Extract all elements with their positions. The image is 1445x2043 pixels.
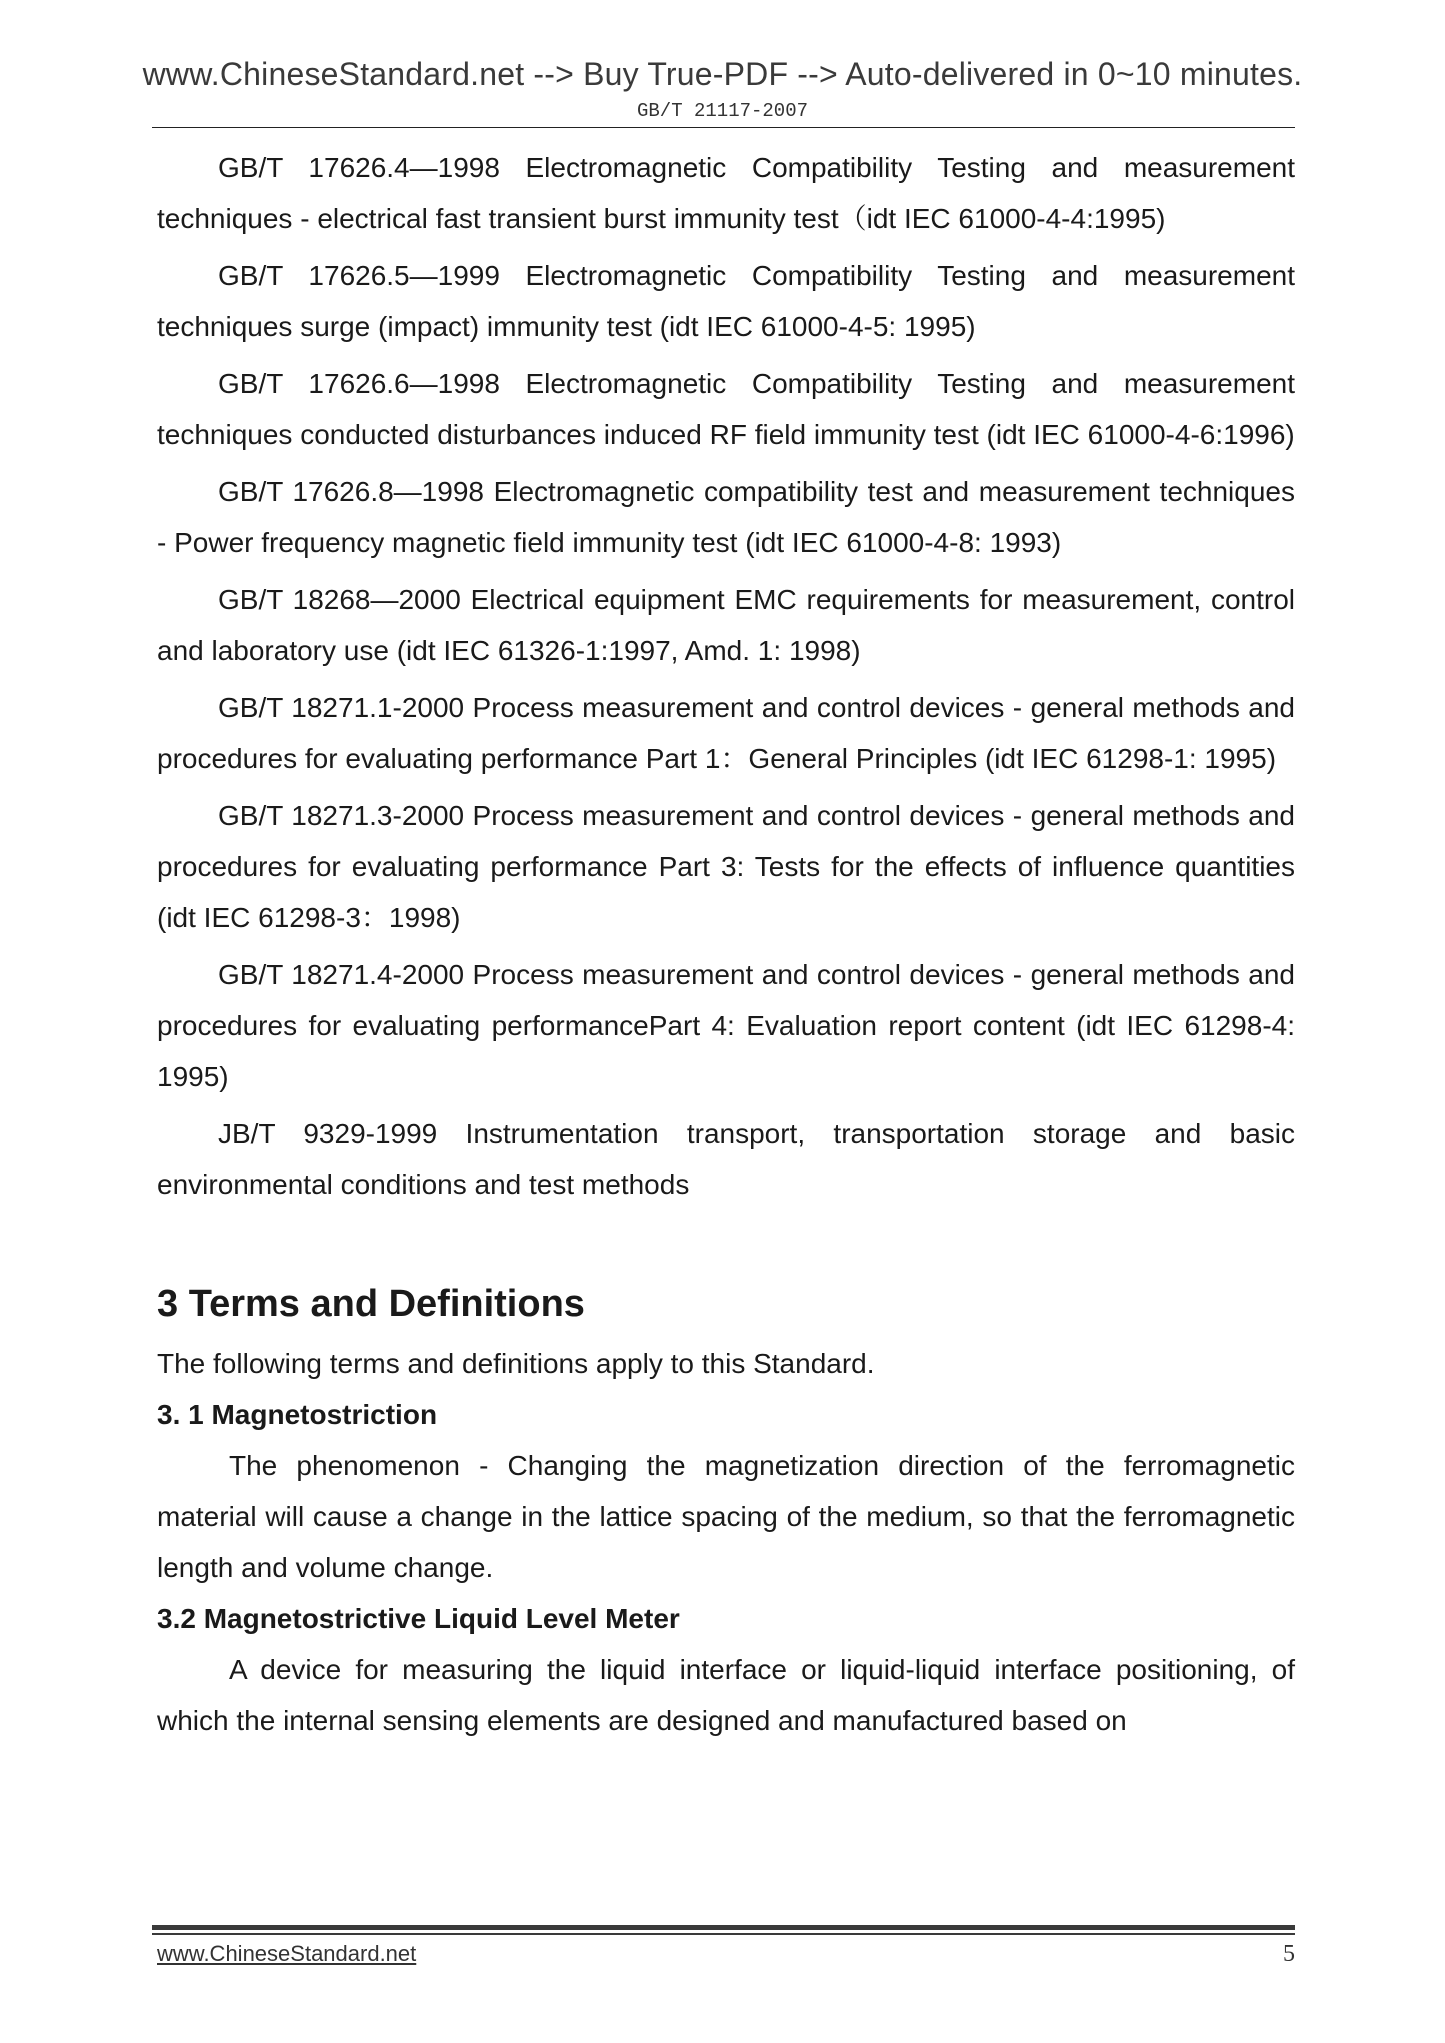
header-banner: www.ChineseStandard.net --> Buy True-PDF --> Auto-delivered in 0~10 minutes. <box>142 56 1303 92</box>
footer-divider-thin <box>152 1933 1295 1935</box>
standard-code: GB/T 21117-2007 <box>636 100 809 122</box>
term-definition-level-meter: A device for measuring the liquid interface or liquid-liquid interface positioning, of which the internal sensing elements are designed and manufactured based on <box>157 1654 1295 1736</box>
reference-entry: GB/T 17626.5—1999 Electromagnetic Compatibility Testing and measurement techniques surge (impact) immunity test (idt IEC 61000-4-5: 1995) <box>157 260 1295 342</box>
term-definition-magnetostriction: The phenomenon - Changing the magnetization direction of the ferromagnetic material will cause a change in the lattice spacing of the medium, so that the ferromagnetic length and volume change. <box>157 1450 1295 1583</box>
footer-website-link[interactable]: www.ChineseStandard.net <box>157 1941 417 1966</box>
term-heading-level-meter: 3.2 Magnetostrictive Liquid Level Meter <box>157 1603 680 1634</box>
reference-entry: JB/T 9329-1999 Instrumentation transport, transportation storage and basic environmental conditions and test methods <box>157 1118 1295 1200</box>
term-heading-magnetostriction: 3. 1 Magnetostriction <box>157 1399 438 1430</box>
reference-entry: GB/T 18268—2000 Electrical equipment EMC requirements for measurement, control and laboratory use (idt IEC 61326-1:1997, Amd. 1: 1998) <box>157 584 1295 666</box>
section-intro: The following terms and definitions apply to this Standard. <box>157 1348 875 1379</box>
reference-entry: GB/T 18271.4-2000 Process measurement and control devices - general methods and procedures for evaluating performancePart 4: Evaluation report content (idt IEC 61298-4: 1995) <box>157 959 1295 1092</box>
section-heading: 3 Terms and Definitions <box>157 1283 585 1325</box>
page-content <box>157 142 1295 1746</box>
reference-entry: GB/T 18271.3-2000 Process measurement and control devices - general methods and procedures for evaluating performance Part 3: Tests for the effects of influence quantities (idt IEC 61298-3：1998) <box>157 800 1295 933</box>
reference-entry: GB/T 18271.1-2000 Process measurement and control devices - general methods and procedures for evaluating performance Part 1：General Principles (idt IEC 61298-1: 1995) <box>157 692 1295 774</box>
header-divider <box>152 127 1295 128</box>
page-number: 5 <box>1283 1941 1295 1967</box>
reference-entry: GB/T 17626.6—1998 Electromagnetic Compatibility Testing and measurement techniques conducted disturbances induced RF field immunity test (idt IEC 61000-4-6:1996) <box>157 368 1295 450</box>
reference-entry: GB/T 17626.4—1998 Electromagnetic Compatibility Testing and measurement techniques - electrical fast transient burst immunity test（idt IEC 61000-4-4:1995) <box>157 152 1295 234</box>
footer-divider <box>152 1925 1295 1930</box>
reference-entry: GB/T 17626.8—1998 Electromagnetic compatibility test and measurement techniques - Power frequency magnetic field immunity test (idt IEC 61000-4-8: 1993) <box>157 476 1295 558</box>
